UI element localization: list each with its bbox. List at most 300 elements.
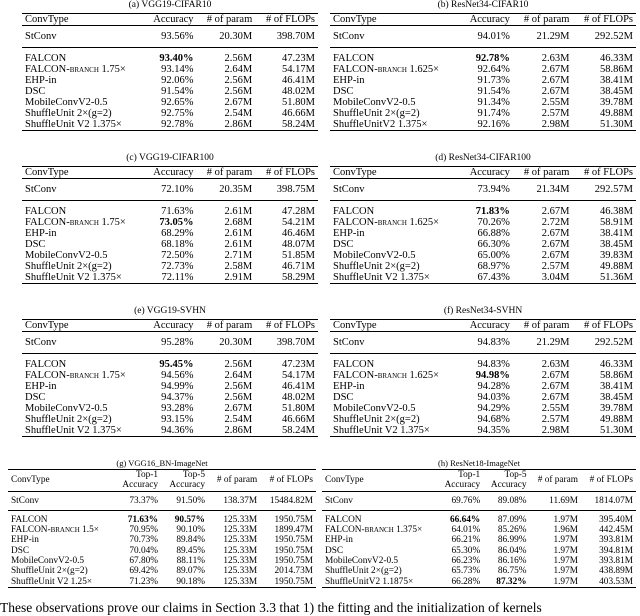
cell-param: 2.57M — [541, 414, 570, 425]
best-top5: 87.32% — [496, 576, 527, 587]
table-row — [22, 414, 318, 425]
cell-acc: 94.37% — [161, 392, 194, 403]
cell-flops: 46.33M — [600, 53, 633, 64]
cell-flops: 58.24M — [282, 425, 315, 436]
table-row — [22, 108, 318, 119]
table-row — [8, 510, 316, 525]
col-convtype: ConvType — [25, 14, 69, 25]
col-top1 — [114, 470, 161, 492]
best-acc: 73.05% — [159, 217, 194, 228]
cell-acc: 68.97% — [477, 261, 510, 272]
cell-name: MobileConvV2-0.5 — [25, 97, 108, 108]
cell-flops: 47.28M — [282, 206, 315, 217]
cell-flops: 2014.73M — [274, 566, 313, 577]
cell-flops: 48.02M — [282, 86, 315, 97]
best-top1: 66.64% — [449, 514, 481, 525]
cell-param: 21.29M — [536, 31, 570, 42]
cell-flops: 54.17M — [282, 64, 315, 75]
cell-flops: 39.78M — [600, 97, 633, 108]
caption: (a) VGG19-CIFAR10 — [128, 0, 212, 10]
cell-flops: 1899.47M — [274, 525, 313, 536]
cell-flops: 442.45M — [599, 525, 633, 536]
cell-name: EHP-in — [25, 75, 57, 86]
cell-name: MobileConvV2-0.5 — [325, 556, 399, 567]
cell-flops: 403.53M — [599, 576, 633, 587]
cell-param: 2.63M — [541, 53, 570, 64]
cell-top1: 70.04% — [129, 545, 159, 556]
cell-flops: 51.36M — [600, 272, 633, 283]
cell-flops: 58.86M — [600, 64, 633, 75]
cell-flops: 46.66M — [282, 108, 315, 119]
cell-acc — [460, 201, 513, 218]
cell-name: MobileConvV2-0.5 — [333, 97, 416, 108]
table-row — [22, 228, 318, 239]
table-row — [8, 546, 316, 556]
caption: (f) ResNet34-SVHN — [443, 306, 523, 316]
cell-name: StConv — [333, 31, 365, 42]
cell-flops: 47.23M — [282, 359, 315, 370]
col-top1-line1: Top-1 — [135, 470, 159, 480]
cell-flops: 58.86M — [600, 370, 633, 381]
cell-flops: 51.85M — [282, 250, 315, 261]
cell-name: EHP-in — [333, 75, 365, 86]
cell-top5: 89.45% — [176, 545, 205, 556]
cell-flops: 49.88M — [600, 261, 633, 272]
col-top1 — [437, 470, 483, 492]
cell-name: FALCON — [11, 514, 48, 525]
cell-top1: 71.23% — [129, 576, 159, 587]
cell-name: FALCON-branch 1.75× — [25, 217, 126, 228]
cell-name: DSC — [325, 545, 344, 556]
col-convtype: ConvType — [333, 167, 377, 178]
cell-param: 2.98M — [541, 119, 570, 130]
cell-param: 2.67M — [224, 97, 253, 108]
cell-name: ShuffleUnit V2 1.375× — [25, 272, 122, 283]
cell-top5: 85.26% — [497, 525, 527, 536]
cell-name: StConv — [325, 495, 353, 506]
table-row — [8, 577, 316, 588]
cell-name: StConv — [333, 337, 365, 348]
cell-param: 2.68M — [224, 217, 253, 228]
cell-flops: 398.70M — [276, 337, 315, 348]
cell-param: 2.56M — [224, 86, 253, 97]
col-top5-line1: Top-5 — [182, 470, 205, 480]
cell-param: 2.54M — [224, 108, 253, 119]
results-table — [22, 166, 318, 284]
cell-top5: 88.11% — [176, 556, 205, 567]
cell-param: 2.71M — [224, 250, 253, 261]
cell-name: FALCON — [25, 206, 67, 217]
cell-top1 — [114, 510, 161, 525]
table-row — [330, 403, 636, 414]
cell-flops: 46.41M — [282, 75, 315, 86]
cell-name: DSC — [25, 239, 46, 250]
cell-name: ShuffleUnit 2×(g=2) — [11, 566, 88, 577]
table-row-base — [22, 332, 318, 354]
cell-flops: 54.17M — [282, 370, 315, 381]
cell-name: StConv — [25, 184, 57, 195]
cell-param: 125.33M — [223, 514, 258, 525]
cell-flops: 49.88M — [600, 108, 633, 119]
cell-top5 — [161, 510, 208, 525]
table-row — [22, 354, 318, 371]
col-accuracy: Accuracy — [153, 14, 194, 25]
col-flops: # of FLOPs — [589, 475, 633, 486]
col-flops: # of FLOPs — [265, 320, 315, 331]
cell-name: ShuffleUnit 2×(g=2) — [25, 261, 112, 272]
table-row — [330, 119, 636, 131]
cell-flops: 38.45M — [600, 86, 633, 97]
table-row-base — [330, 179, 636, 201]
table-row — [22, 97, 318, 108]
cell-param: 21.29M — [536, 337, 570, 348]
cell-flops: 39.78M — [600, 403, 633, 414]
cell-name: ShuffleUnit V2 1.25× — [11, 576, 93, 587]
cell-name: FALCON-branch 1.625× — [333, 370, 440, 381]
panel-e-vgg19-svhn — [22, 306, 318, 446]
table-row — [22, 425, 318, 437]
col-flops: # of FLOPs — [265, 14, 315, 25]
results-table — [22, 319, 318, 437]
cell-top5: 87.09% — [497, 514, 527, 525]
table-row — [22, 64, 318, 75]
cell-flops: 46.33M — [600, 359, 633, 370]
header-row — [330, 320, 636, 332]
cell-flops: 47.23M — [282, 53, 315, 64]
cell-top1: 67.80% — [129, 556, 159, 567]
cell-name: FALCON — [25, 53, 67, 64]
cell-param: 2.67M — [541, 64, 570, 75]
cell-param: 1.97M — [553, 566, 578, 577]
cell-acc: 66.88% — [477, 228, 510, 239]
table-row — [330, 239, 636, 250]
table-row — [22, 75, 318, 86]
col-params: # of param — [523, 167, 570, 178]
best-acc: 71.83% — [475, 206, 510, 217]
header-row — [330, 14, 636, 26]
panel-c-vgg19-cifar100 — [22, 153, 318, 293]
results-table — [330, 166, 636, 284]
cell-acc: 94.28% — [477, 381, 510, 392]
cell-name: DSC — [11, 545, 30, 556]
col-convtype: ConvType — [25, 167, 69, 178]
header-row — [22, 167, 318, 179]
cell-name: ShuffleUnitV2 1.1875× — [325, 576, 414, 587]
cell-flops: 38.45M — [600, 239, 633, 250]
table-row — [22, 381, 318, 392]
cell-acc: 94.35% — [477, 425, 510, 436]
cell-name: DSC — [25, 86, 46, 97]
cell-param: 1.97M — [553, 576, 578, 587]
table-row — [8, 556, 316, 566]
cell-name: FALCON — [333, 53, 375, 64]
col-top1-line2: Accuracy — [444, 480, 481, 491]
table-row-base — [330, 26, 636, 48]
col-flops: # of FLOPs — [265, 167, 315, 178]
cell-name: ShuffleUnit 2×(g=2) — [25, 414, 112, 425]
results-table — [22, 13, 318, 131]
cell-param: 2.67M — [541, 381, 570, 392]
table-row — [322, 577, 636, 588]
cell-acc: 94.99% — [161, 381, 194, 392]
col-params: # of param — [523, 320, 570, 331]
cell-flops: 46.66M — [282, 414, 315, 425]
caption: (d) ResNet34-CIFAR100 — [435, 153, 531, 163]
col-accuracy: Accuracy — [469, 14, 510, 25]
cell-acc: 91.54% — [477, 86, 510, 97]
col-top5 — [483, 470, 529, 492]
caption: (g) VGG16_BN-ImageNet — [116, 458, 208, 468]
cell-param: 2.63M — [541, 359, 570, 370]
cell-flops: 58.29M — [282, 272, 315, 283]
cell-param: 125.33M — [223, 556, 258, 567]
cell-flops: 438.89M — [599, 566, 633, 577]
cell-flops: 51.80M — [282, 403, 315, 414]
cell-param: 11.69M — [549, 495, 578, 506]
caption: (b) ResNet34-CIFAR10 — [437, 0, 529, 10]
table-row — [22, 239, 318, 250]
col-top5-line2: Accuracy — [490, 480, 527, 491]
cell-flops: 39.83M — [600, 250, 633, 261]
header-row — [22, 14, 318, 26]
table-row — [330, 201, 636, 218]
cell-flops: 398.75M — [276, 184, 315, 195]
table-row — [22, 392, 318, 403]
cell-name: MobileConvV2-0.5 — [333, 403, 416, 414]
cell-flops: 1950.75M — [274, 535, 313, 546]
table-row — [22, 48, 318, 65]
cell-top5 — [483, 577, 529, 588]
col-params: # of param — [206, 167, 253, 178]
col-flops: # of FLOPs — [269, 475, 313, 486]
table-row — [330, 425, 636, 437]
cell-acc: 67.43% — [477, 272, 510, 283]
cell-name: ShuffleUnit 2×(g=2) — [333, 108, 420, 119]
cell-name: ShuffleUnit 2×(g=2) — [333, 414, 420, 425]
cell-acc: 94.29% — [477, 403, 510, 414]
panel-d-resnet34-cifar100 — [330, 153, 636, 293]
cell-top5: 86.04% — [497, 545, 527, 556]
cell-flops: 48.07M — [282, 239, 315, 250]
col-accuracy: Accuracy — [469, 320, 510, 331]
table-row — [8, 525, 316, 535]
panel-g-vgg16bn-imagenet — [8, 458, 316, 596]
cell-param: 2.55M — [541, 403, 570, 414]
cell-top1: 66.28% — [451, 576, 481, 587]
caption: (e) VGG19-SVHN — [134, 306, 206, 316]
cell-name: EHP-in — [333, 381, 365, 392]
results-table — [330, 319, 636, 437]
header-row — [330, 167, 636, 179]
cell-top1 — [437, 510, 483, 525]
cell-top1: 66.23% — [451, 556, 481, 567]
cell-acc: 93.15% — [161, 414, 194, 425]
cell-flops: 395.40M — [599, 514, 633, 525]
table-row — [330, 97, 636, 108]
cell-flops: 38.45M — [600, 392, 633, 403]
cell-name: FALCON-branch 1.625× — [333, 217, 440, 228]
col-params: # of param — [206, 14, 253, 25]
cell-acc: 66.30% — [477, 239, 510, 250]
cell-top5: 89.08% — [497, 495, 527, 506]
cell-acc: 65.00% — [477, 250, 510, 261]
cell-acc — [144, 217, 197, 228]
cell-param: 2.67M — [541, 392, 570, 403]
cell-acc — [144, 48, 197, 65]
cell-flops: 48.02M — [282, 392, 315, 403]
table-row — [22, 403, 318, 414]
cell-acc: 72.73% — [161, 261, 194, 272]
cell-name: EHP-in — [11, 535, 39, 546]
cell-acc: 72.11% — [161, 272, 194, 283]
cell-param: 2.56M — [224, 381, 253, 392]
cell-name: FALCON — [325, 514, 362, 525]
cell-param: 2.67M — [224, 403, 253, 414]
cell-param: 20.30M — [219, 31, 253, 42]
col-params: # of param — [216, 475, 258, 486]
cell-top1: 65.73% — [451, 566, 481, 577]
cell-top5: 89.84% — [176, 535, 205, 546]
cell-top1: 65.30% — [451, 545, 481, 556]
table-row — [330, 381, 636, 392]
cell-param: 2.67M — [541, 239, 570, 250]
cell-flops: 51.80M — [282, 97, 315, 108]
table-row — [330, 86, 636, 97]
table-row — [22, 201, 318, 218]
cell-flops: 58.91M — [600, 217, 633, 228]
cell-top1: 70.73% — [129, 535, 159, 546]
table-row — [22, 119, 318, 131]
col-convtype: ConvType — [333, 320, 377, 331]
cell-flops: 394.81M — [599, 545, 633, 556]
table-row — [22, 261, 318, 272]
cell-param: 2.67M — [541, 75, 570, 86]
cell-name: EHP-in — [325, 535, 353, 546]
cell-param: 138.37M — [223, 495, 258, 506]
table-row — [330, 261, 636, 272]
cell-param: 2.91M — [224, 272, 253, 283]
table-row — [330, 370, 636, 381]
cell-flops: 51.30M — [600, 119, 633, 130]
panel-h-resnet18-imagenet — [322, 458, 636, 596]
cell-name: StConv — [25, 31, 57, 42]
table-row — [330, 228, 636, 239]
cell-param: 2.61M — [224, 228, 253, 239]
best-acc: 92.78% — [475, 53, 510, 64]
cell-acc: 94.36% — [161, 425, 194, 436]
cell-acc: 92.65% — [161, 97, 194, 108]
cell-param: 2.67M — [541, 370, 570, 381]
table-row — [322, 566, 636, 576]
table-row — [22, 272, 318, 284]
cell-name: FALCON-branch 1.625× — [333, 64, 440, 75]
cell-acc: 94.83% — [477, 337, 510, 348]
cell-top5: 89.07% — [176, 566, 205, 577]
cell-acc: 68.29% — [161, 228, 194, 239]
cell-acc — [144, 354, 197, 371]
cell-acc: 93.28% — [161, 403, 194, 414]
col-convtype: ConvType — [325, 475, 364, 486]
best-acc: 93.40% — [159, 53, 194, 64]
table-row — [322, 535, 636, 545]
best-acc: 95.45% — [159, 359, 194, 370]
cell-flops: 46.41M — [282, 381, 315, 392]
cell-param: 2.86M — [224, 119, 253, 130]
cell-top5: 90.18% — [176, 576, 205, 587]
table-row — [330, 217, 636, 228]
cell-name: EHP-in — [25, 381, 57, 392]
cell-acc: 72.10% — [161, 184, 194, 195]
cell-flops: 38.41M — [600, 381, 633, 392]
cell-param: 125.33M — [223, 576, 258, 587]
cell-flops: 1814.07M — [594, 495, 633, 506]
col-params: # of param — [537, 475, 578, 486]
table-row — [22, 250, 318, 261]
cell-name: DSC — [333, 392, 354, 403]
cell-acc: 70.26% — [477, 217, 510, 228]
cell-param: 2.56M — [224, 53, 253, 64]
cell-top1: 73.37% — [129, 495, 159, 506]
cell-top1: 70.95% — [129, 525, 159, 536]
table-row — [322, 510, 636, 525]
cell-param: 2.56M — [224, 392, 253, 403]
cell-flops: 398.70M — [276, 31, 315, 42]
cell-param: 2.98M — [541, 425, 570, 436]
cell-flops: 393.81M — [599, 535, 633, 546]
cell-top5: 86.16% — [497, 556, 527, 567]
cell-flops: 46.46M — [282, 228, 315, 239]
results-table — [330, 13, 636, 131]
cell-acc — [460, 370, 513, 381]
cell-param: 1.97M — [553, 556, 578, 567]
panel-b-resnet34-cifar10 — [330, 0, 636, 140]
cell-param: 125.33M — [223, 525, 258, 536]
panel-f-resnet34-svhn — [330, 306, 636, 446]
table-row — [330, 108, 636, 119]
cell-param: 2.67M — [541, 228, 570, 239]
cell-name: FALCON-branch 1.75× — [25, 64, 126, 75]
table-row-base — [322, 491, 636, 510]
table-row — [330, 48, 636, 65]
cell-param: 1.97M — [553, 535, 578, 546]
cell-name: MobileConvV2-0.5 — [333, 250, 416, 261]
cell-name: StConv — [333, 184, 365, 195]
col-convtype: ConvType — [333, 14, 377, 25]
cell-name: EHP-in — [25, 228, 57, 239]
cell-param: 2.56M — [224, 359, 253, 370]
cell-top5: 90.10% — [176, 525, 205, 536]
cell-name: ShuffleUnit 2×(g=2) — [25, 108, 112, 119]
cell-param: 2.61M — [224, 206, 253, 217]
body-text-footer: These observations prove our claims in Section 3.3 that 1) the fitting and the initialization of kernels — [0, 600, 542, 615]
cell-name: ShuffleUnit 2×(g=2) — [325, 566, 402, 577]
cell-top1: 69.76% — [451, 495, 481, 506]
cell-top5: 86.99% — [497, 535, 527, 546]
cell-flops: 393.81M — [599, 556, 633, 567]
cell-flops: 58.24M — [282, 119, 315, 130]
cell-name: ShuffleUnit 2×(g=2) — [333, 261, 420, 272]
cell-flops: 46.71M — [282, 261, 315, 272]
best-top1: 71.63% — [127, 514, 159, 525]
col-top5-line2: Accuracy — [169, 480, 205, 491]
table-row — [330, 414, 636, 425]
table-row — [330, 64, 636, 75]
cell-top5: 86.75% — [497, 566, 527, 577]
cell-name: FALCON-branch 1.5× — [11, 525, 99, 536]
cell-flops: 38.41M — [600, 228, 633, 239]
cell-name: MobileConvV2-0.5 — [25, 250, 108, 261]
col-accuracy: Accuracy — [153, 320, 194, 331]
